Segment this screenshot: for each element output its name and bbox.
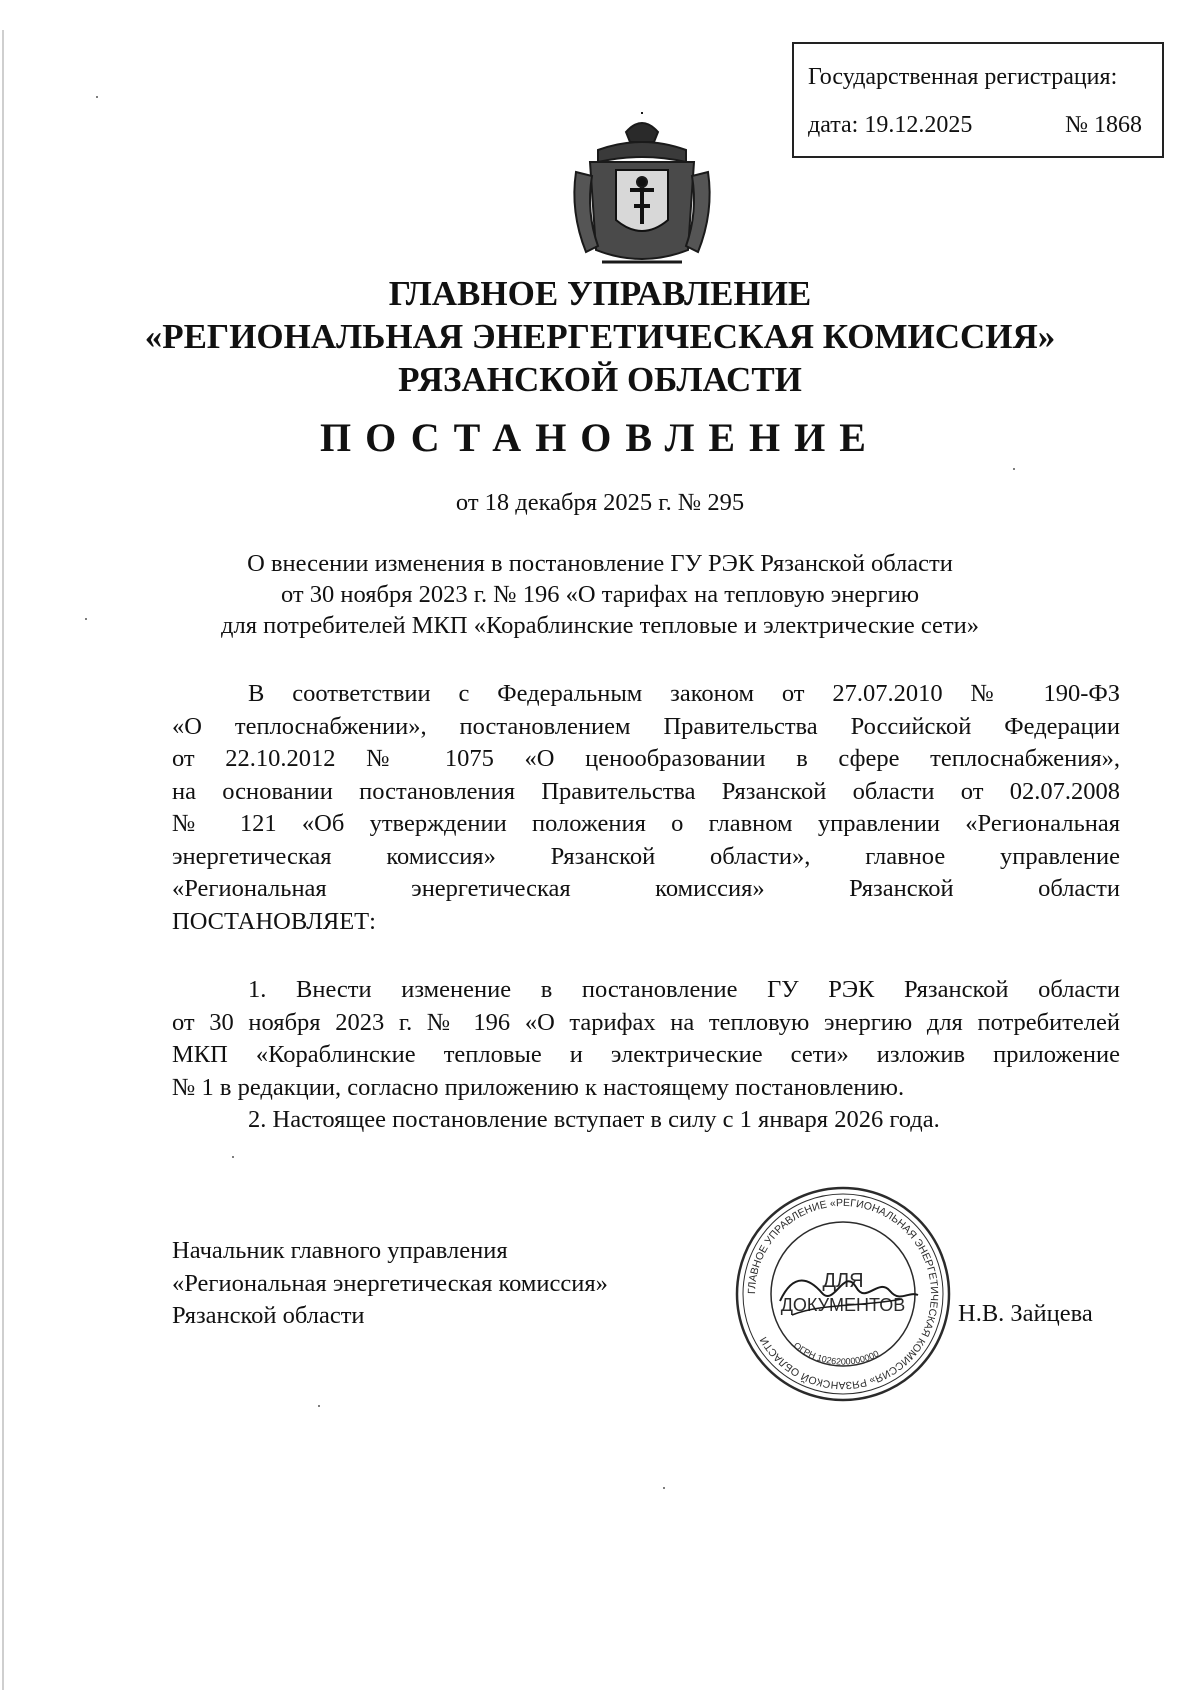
document-type: ПОСТАНОВЛЕНИЕ bbox=[320, 415, 880, 460]
clause-line: от 30 ноября 2023 г. № 196 «О тарифах на тепловую энергию для потребителей bbox=[172, 1008, 1120, 1036]
registration-number: № 1868 bbox=[1065, 112, 1142, 138]
preamble-line: от 22.10.2012 № 1075 «О ценообразовании в сфере теплоснабжения», bbox=[172, 745, 1120, 772]
preamble-line: энергетическая комиссия» Рязанской области», главное управление bbox=[172, 842, 1120, 870]
scan-speck bbox=[85, 618, 87, 620]
clause-line: 1. Внести изменение в постановление ГУ РЭК Рязанской области bbox=[248, 976, 1120, 1003]
preamble-paragraph bbox=[172, 678, 1120, 938]
clause-line: МКП «Кораблинские тепловые и электрические сети» изложив приложение bbox=[172, 1041, 1120, 1068]
seal-center-text-bottom: ДОКУМЕНТОВ bbox=[780, 1295, 906, 1315]
subject-line: от 30 ноября 2023 г. № 196 «О тарифах на тепловую энергию bbox=[280, 581, 920, 608]
scan-speck bbox=[318, 1405, 320, 1407]
org-name-line: «РЕГИОНАЛЬНАЯ ЭНЕРГЕТИЧЕСКАЯ КОМИССИЯ» bbox=[144, 317, 1056, 356]
org-name-line: РЯЗАНСКОЙ ОБЛАСТИ bbox=[398, 360, 802, 399]
position-line: Начальник главного управления bbox=[172, 1237, 508, 1264]
clauses bbox=[172, 974, 1120, 1137]
scan-speck bbox=[96, 96, 98, 98]
ryazan-coat-of-arms-icon bbox=[568, 112, 716, 270]
preamble-line: ПОСТАНОВЛЯЕТ: bbox=[172, 907, 376, 935]
preamble-line: «Региональная энергетическая комиссия» Рязанской области bbox=[172, 875, 1120, 902]
subject-line: для потребителей МКП «Кораблинские тепловые и электрические сети» bbox=[221, 612, 979, 639]
subject-line: О внесении изменения в постановление ГУ РЭК Рязанской области bbox=[247, 550, 953, 577]
organization-name bbox=[100, 272, 1100, 401]
scan-speck bbox=[1013, 468, 1015, 470]
position-line: Рязанской области bbox=[172, 1302, 365, 1329]
scan-edge-line bbox=[2, 30, 4, 1690]
seal-center-text-top: ДЛЯ bbox=[822, 1270, 864, 1292]
scan-speck bbox=[232, 1156, 234, 1158]
scan-speck bbox=[663, 1487, 665, 1489]
preamble-line: на основании постановления Правительства Рязанской области от 02.07.2008 bbox=[172, 777, 1120, 805]
clause-line: № 1 в редакции, согласно приложению к настоящему постановлению. bbox=[172, 1073, 905, 1101]
preamble-line: «О теплоснабжении», постановлением Правительства Российской Федерации bbox=[172, 712, 1120, 740]
clause-line: 2. Настоящее постановление вступает в силу с 1 января 2026 года. bbox=[248, 1106, 940, 1133]
seal-outer-text: ГЛАВНОЕ УПРАВЛЕНИЕ «РЕГИОНАЛЬНАЯ ЭНЕРГЕТИЧЕСКАЯ КОМИССИЯ» РЯЗАНСКОЙ ОБЛАСТИ bbox=[745, 1196, 941, 1392]
state-registration-box bbox=[792, 42, 1164, 158]
seal-ogrn-text: ОГРН 1026200000000 bbox=[791, 1340, 881, 1367]
registration-date: дата: 19.12.2025 bbox=[808, 112, 973, 138]
document-date-number: от 18 декабря 2025 г. № 295 bbox=[455, 489, 745, 516]
preamble-line: № 121 «Об утверждении положения о главном управлении «Региональная bbox=[172, 810, 1120, 837]
signatory-name: Н.В. Зайцева bbox=[958, 1300, 1093, 1327]
signatory-position bbox=[172, 1235, 608, 1333]
document-subject bbox=[100, 548, 1100, 641]
org-name-line: ГЛАВНОЕ УПРАВЛЕНИЕ bbox=[388, 274, 812, 313]
position-line: «Региональная энергетическая комиссия» bbox=[172, 1269, 608, 1297]
registration-title: Государственная регистрация: bbox=[808, 64, 1118, 90]
official-seal bbox=[732, 1183, 954, 1405]
preamble-line: В соответствии с Федеральным законом от 27.07.2010 № 190-ФЗ bbox=[248, 680, 1120, 707]
